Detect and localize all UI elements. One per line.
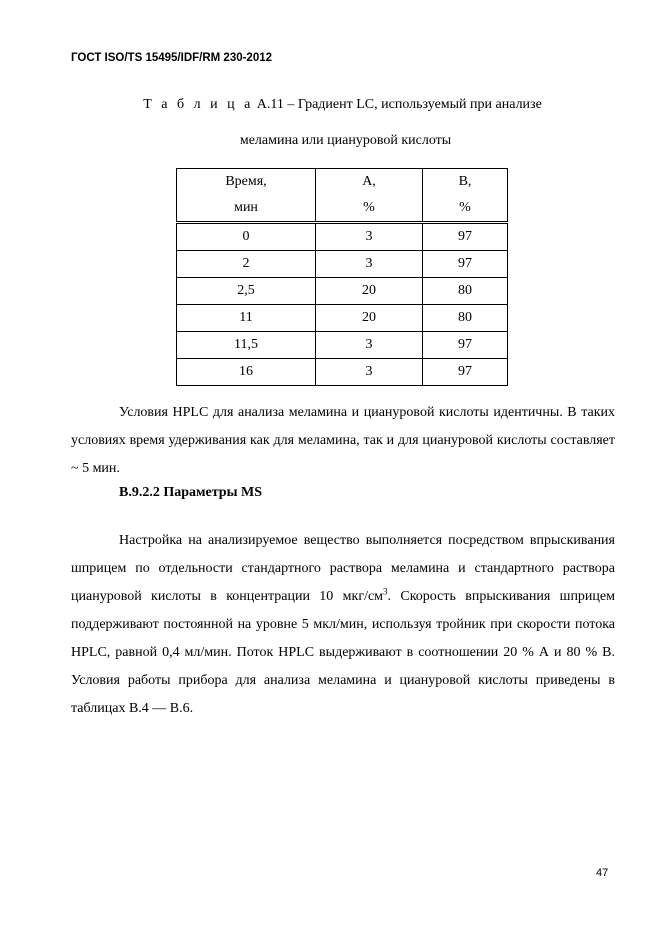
table-caption-line1 <box>12 97 661 113</box>
ms-paragraph-part1: Настройка на анализируемое вещество выполняется посредством впрыскивания шприцем по отдельности стандартного раствора меламина и стандартного раствора циануровой кислоты в концентрации 10 мкг/см <box>71 533 615 604</box>
cell-a: 3 <box>316 251 423 278</box>
cell-a: 3 <box>316 359 423 386</box>
header-a-label: А, <box>362 174 376 189</box>
cell-time: 11 <box>177 305 316 332</box>
gradient-table <box>176 168 508 386</box>
unit-superscript: 3 <box>383 586 388 597</box>
ms-paragraph-part2: . Скорость впрыскивания шприцем поддерживают постоянной на уровне 5 мкл/мин, используя тройник при скорости потока HPLC, равной 0,4 мл/мин. Поток HPLC выдерживают в соотношении 20 % А и 80 % В. Условия работы прибора для анализа меламина и циануровой кислоты приведены в таблицах В.4 — В.6. <box>71 589 615 716</box>
section-heading: В.9.2.2 Параметры MS <box>119 485 263 500</box>
table-row <box>177 251 508 278</box>
header-time-unit: мин <box>234 200 258 215</box>
cell-time: 0 <box>177 223 316 251</box>
table-row <box>177 359 508 386</box>
cell-time: 11,5 <box>177 332 316 359</box>
header-time <box>177 169 316 223</box>
header-b-label: В, <box>458 174 472 189</box>
cell-time: 2,5 <box>177 278 316 305</box>
cell-b: 80 <box>423 278 508 305</box>
cell-b: 97 <box>423 332 508 359</box>
header-b <box>423 169 508 223</box>
table-row <box>177 305 508 332</box>
cell-a: 20 <box>316 305 423 332</box>
cell-b: 80 <box>423 305 508 332</box>
table-row <box>177 223 508 251</box>
cell-time: 16 <box>177 359 316 386</box>
header-a <box>316 169 423 223</box>
cell-b: 97 <box>423 359 508 386</box>
cell-b: 97 <box>423 251 508 278</box>
table-row <box>177 332 508 359</box>
page-number: 47 <box>596 867 609 879</box>
cell-a: 3 <box>316 223 423 251</box>
table-caption-line2: меламина или циануровой кислоты <box>239 133 452 148</box>
table-caption-title: Градиент LC, используемый при анализе <box>297 97 542 112</box>
table-caption-number: А.11 – <box>256 97 295 112</box>
cell-a: 3 <box>316 332 423 359</box>
hplc-conditions-paragraph: Условия HPLC для анализа меламина и циануровой кислоты идентичны. В таких условиях время удерживания как для меламина, так и для циануровой кислоты составляет ~ 5 мин. <box>71 405 615 476</box>
table-caption-label: Т а б л и ц а <box>143 97 254 112</box>
cell-a: 20 <box>316 278 423 305</box>
header-b-unit: % <box>459 200 471 215</box>
cell-b: 97 <box>423 223 508 251</box>
header-a-unit: % <box>363 200 375 215</box>
ms-parameters-paragraph <box>71 527 615 723</box>
table-row <box>177 278 508 305</box>
cell-time: 2 <box>177 251 316 278</box>
document-header: ГОСТ ISO/TS 15495/IDF/RM 230-2012 <box>71 52 273 64</box>
table-header-row <box>177 169 508 223</box>
header-time-label: Время, <box>225 174 267 189</box>
